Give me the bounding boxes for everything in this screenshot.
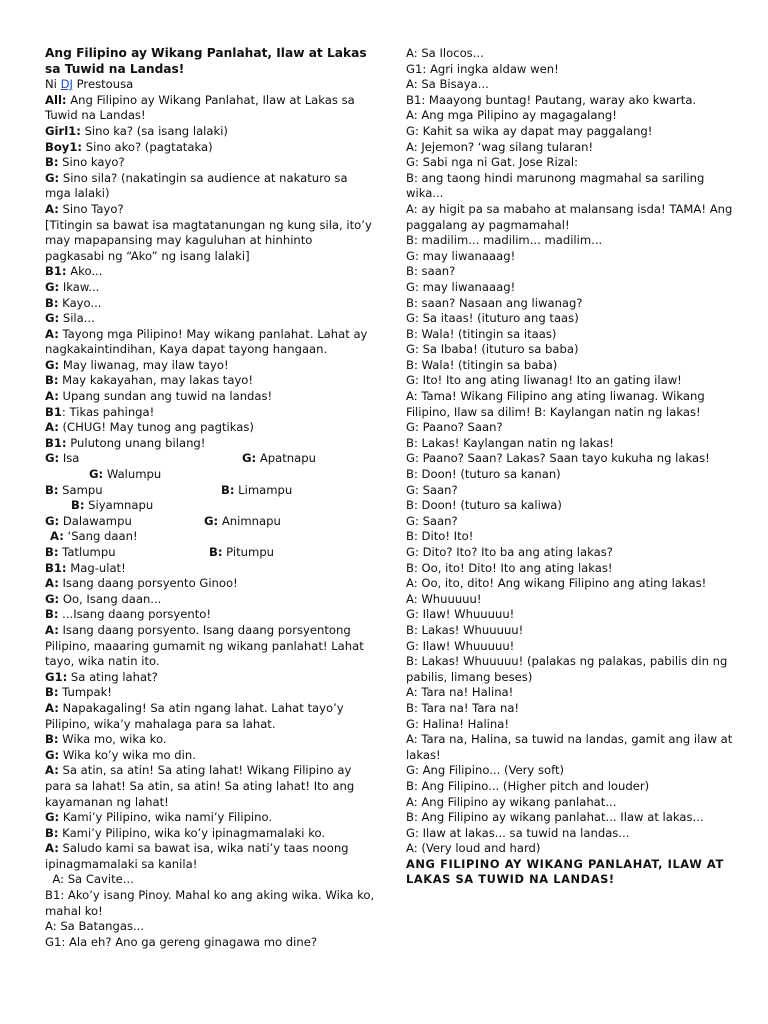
speaker-label: A:	[45, 576, 59, 591]
line-text: G: may liwanaaag!	[406, 279, 516, 294]
line-text: Sino sila? (nakatingin sa audience at nakaturo sa mga lalaki)	[45, 170, 352, 201]
dialogue-line	[45, 93, 375, 124]
speaker-label: A:	[45, 841, 59, 856]
dialogue-line	[406, 171, 741, 202]
line-text: G: Paano? Saan? Lakas? Saan tayo kukuha ng lakas!	[406, 451, 710, 466]
dialogue-line	[45, 607, 375, 623]
dialogue-line	[45, 311, 375, 327]
speaker-label: G:	[45, 451, 60, 466]
byline: Ni DJ Prestousa	[45, 77, 134, 92]
dialogue-line	[406, 795, 741, 811]
line-text: G: Paano? Saan?	[406, 420, 503, 435]
dialogue-line	[45, 810, 375, 826]
count-row	[45, 545, 375, 561]
dialogue-line	[45, 436, 375, 452]
dialogue-line	[406, 93, 741, 109]
speaker-label: B:	[45, 482, 59, 497]
line-text: G: Ilaw! Whuuuuu!	[406, 607, 515, 622]
line-text: Sino ka? (sa isang lalaki)	[80, 123, 228, 138]
line-text: B: ang taong hindi marunong magmahal sa sariling wika...	[406, 170, 705, 201]
line-text: Sila...	[59, 311, 95, 326]
dialogue-line	[45, 826, 375, 842]
count-row	[45, 514, 375, 530]
line-text: B: madilim... madilim... madilim...	[406, 233, 603, 248]
dialogue-line	[45, 670, 375, 686]
line-text: B: Oo, ito! Dito! Ito ang ating lakas!	[406, 560, 613, 575]
dialogue-line	[45, 935, 375, 951]
count-row	[45, 498, 375, 514]
dialogue-line	[45, 732, 375, 748]
dialogue-line	[406, 701, 741, 717]
dialogue-line	[45, 748, 375, 764]
line-text: G1: Agri ingka aldaw wen!	[406, 61, 559, 76]
speaker-label: B:	[221, 482, 235, 497]
line-text: B: saan?	[406, 264, 456, 279]
dialogue-line	[406, 810, 741, 826]
line-text: Wika mo, wika ko.	[58, 732, 167, 747]
line-text: A: (Very loud and hard)	[406, 841, 541, 856]
line-text: A: Sa Bisaya...	[406, 77, 489, 92]
count-word: Tatlumpu	[58, 545, 116, 559]
dialogue-line	[406, 46, 741, 62]
dialogue-line	[406, 467, 741, 483]
dialogue-line	[45, 592, 375, 608]
count-row	[45, 451, 375, 467]
line-text: B: Lakas! Whuuuuu! (palakas ng palakas, pabilis din ng pabilis, limang beses)	[406, 654, 728, 684]
dialogue-part-3	[406, 46, 741, 857]
dialogue-line	[406, 451, 741, 467]
line-text: Tayong mga Pilipino! May wikang panlahat. Lahat ay nagkakaintindihan, Kaya dapat tayong hangaan.	[45, 326, 372, 357]
dialogue-line	[406, 342, 741, 358]
dialogue-line	[406, 202, 741, 233]
count-entry	[45, 545, 116, 561]
dialogue-line	[45, 405, 375, 421]
line-text: Ikaw...	[59, 279, 100, 294]
count-word: Sampu	[58, 482, 103, 497]
dialogue-line	[406, 826, 741, 842]
dialogue-line	[45, 218, 375, 265]
dialogue-line	[406, 140, 741, 156]
speaker-label: A:	[45, 326, 59, 341]
dialogue-line	[45, 296, 375, 312]
speaker-label: G:	[45, 747, 60, 762]
author-link[interactable]: DJ	[60, 77, 73, 92]
dialogue-line	[45, 140, 375, 156]
speaker-label: B:	[209, 545, 223, 559]
dialogue-line	[406, 373, 741, 389]
dialogue-line	[406, 498, 741, 514]
count-entry	[45, 514, 132, 530]
line-text: Sino Tayo?	[58, 201, 124, 216]
line-text: G: Ilaw! Whuuuuu!	[406, 638, 515, 653]
line-text: Ako...	[66, 264, 103, 279]
dialogue-line	[45, 701, 375, 732]
line-text: Sino ako? (pagtataka)	[82, 139, 213, 154]
line-text: A: ay higit pa sa mabaho at malansang isda! TAMA! Ang paggalang ay pagmamahal!	[406, 201, 733, 232]
line-text: A: Jejemon? ‘wag silang tularan!	[406, 139, 594, 154]
speaker-label: G:	[45, 311, 60, 326]
count-off-block	[45, 451, 375, 560]
line-text: G: Sabi nga ni Gat. Jose Rizal:	[406, 155, 579, 170]
dialogue-part-2	[45, 560, 378, 951]
line-text: B: Ang Filipino... (Higher pitch and louder)	[406, 778, 650, 793]
dialogue-line	[406, 732, 741, 763]
line-text: Ang Filipino ay Wikang Panlahat, Ilaw at Lakas sa Tuwid na Landas!	[45, 92, 359, 123]
line-text: B: Tara na! Tara na!	[406, 700, 520, 715]
line-text: Wika ko’y wika mo din.	[59, 747, 196, 762]
speaker-label: A:	[45, 763, 59, 778]
speaker-label: G:	[45, 810, 60, 825]
line-text: G1: Ala eh? Ano ga gereng ginagawa mo dine?	[45, 934, 318, 949]
speaker-label: B:	[71, 498, 85, 513]
dialogue-line	[45, 888, 378, 919]
line-text: B: saan? Nasaan ang liwanag?	[406, 295, 583, 310]
count-entry	[221, 483, 292, 499]
line-text: G: Halina! Halina!	[406, 716, 509, 731]
line-text: G: Saan?	[406, 513, 458, 528]
speaker-label: G:	[45, 170, 60, 185]
line-text: A: Tara na, Halina, sa tuwid na landas, gamit ang ilaw at lakas!	[406, 732, 733, 762]
line-text: G: Sa itaas! (ituturo ang taas)	[406, 311, 579, 326]
dialogue-line	[406, 841, 741, 857]
count-word: Animnapu	[218, 513, 281, 528]
line-text: B1: Maayong buntag! Pautang, waray ako kwarta.	[406, 92, 697, 107]
dialogue-line	[406, 545, 741, 561]
line-text: B: Doon! (tuturo sa kanan)	[406, 467, 561, 482]
dialogue-line	[45, 124, 375, 140]
dialogue-line	[406, 296, 741, 312]
closing-line: ANG FILIPINO AY WIKANG PANLAHAT, ILAW AT LAKAS SA TUWID NA LANDAS!	[406, 856, 724, 887]
speaker-label: B1:	[45, 264, 67, 279]
dialogue-line	[406, 607, 741, 623]
line-text: (CHUG! May tunog ang pagtikas)	[58, 420, 254, 435]
dialogue-line	[406, 685, 741, 701]
dialogue-line	[45, 171, 375, 202]
dialogue-line	[45, 561, 375, 577]
line-text: Oo, Isang daan...	[59, 591, 162, 606]
dialogue-line	[406, 623, 741, 639]
count-entry	[89, 467, 161, 483]
speaker-label: All:	[45, 92, 67, 107]
dialogue-line	[406, 654, 741, 685]
dialogue-line	[406, 77, 741, 93]
line-text: Kayo...	[58, 295, 102, 310]
line-text: May kakayahan, may lakas tayo!	[58, 373, 254, 388]
speaker-label: B:	[45, 373, 59, 388]
speaker-label: G1:	[45, 669, 68, 684]
speaker-label: B:	[45, 825, 59, 840]
dialogue-line	[406, 280, 741, 296]
right-column	[406, 46, 741, 888]
dialogue-line	[45, 763, 375, 810]
speaker-label: G:	[242, 451, 257, 466]
speaker-label: G:	[45, 279, 60, 294]
dialogue-line	[406, 124, 741, 140]
dialogue-line	[406, 389, 741, 420]
line-text: A: Sa Ilocos...	[406, 46, 484, 60]
line-text: Sino kayo?	[58, 155, 125, 170]
count-entry	[50, 529, 138, 545]
dialogue-line	[45, 202, 375, 218]
dialogue-line	[45, 280, 375, 296]
dialogue-line	[45, 358, 375, 374]
dialogue-line	[406, 483, 741, 499]
speaker-label: A:	[45, 622, 59, 637]
line-text: A: Sa Cavite...	[45, 872, 134, 887]
line-text: A: Ang Filipino ay wikang panlahat...	[406, 794, 617, 809]
line-text: Mag-ulat!	[66, 560, 126, 575]
dialogue-line	[406, 358, 741, 374]
line-text: G: Ito! Ito ang ating liwanag! Ito an gating ilaw!	[406, 373, 682, 388]
count-word: Pitumpu	[222, 545, 275, 559]
count-row	[45, 529, 375, 545]
line-text: G: Ilaw at lakas... sa tuwid na landas...	[406, 825, 630, 840]
dialogue-line	[45, 389, 375, 405]
dialogue-line	[406, 436, 741, 452]
dialogue-line	[406, 763, 741, 779]
line-text: May liwanag, may ilaw tayo!	[59, 357, 229, 372]
dialogue-line	[406, 514, 741, 530]
dialogue-line	[406, 155, 741, 171]
line-text: G: Saan?	[406, 482, 458, 497]
count-word: Limampu	[234, 482, 293, 497]
line-text: Pulutong unang bilang!	[66, 435, 206, 450]
speaker-label: A:	[45, 420, 59, 435]
speaker-label: G:	[45, 357, 60, 372]
line-text: ...Isang daang porsyento!	[58, 607, 212, 622]
dialogue-line	[406, 327, 741, 343]
dialogue-line	[406, 108, 741, 124]
speaker-label: A:	[45, 700, 59, 715]
count-entry	[45, 483, 103, 499]
dialogue-line	[406, 420, 741, 436]
speaker-label: B:	[45, 685, 59, 700]
line-text: G: Ang Filipino... (Very soft)	[406, 763, 565, 778]
dialogue-line	[406, 576, 741, 592]
dialogue-line	[406, 311, 741, 327]
line-text: B: Doon! (tuturo sa kaliwa)	[406, 498, 562, 513]
dialogue-line	[406, 264, 741, 280]
speaker-label: B:	[45, 607, 59, 622]
script-title: Ang Filipino ay Wikang Panlahat, Ilaw at Lakas sa Tuwid na Landas!	[45, 46, 367, 76]
line-text: Isang daang porsyento Ginoo!	[58, 576, 238, 591]
left-column	[45, 46, 378, 950]
dialogue-line	[406, 62, 741, 78]
line-text: G: Kahit sa wika ay dapat may paggalang!	[406, 123, 653, 138]
count-word: Walumpu	[103, 467, 162, 482]
line-text: A: Ang mga Pilipino ay magagalang!	[406, 108, 617, 123]
line-text: A: Whuuuuu!	[406, 591, 482, 606]
line-text: Kami’y Pilipino, wika ko’y ipinagmamalaki ko.	[58, 825, 326, 840]
line-text: G: may liwanaaag!	[406, 248, 516, 263]
line-text: G: Sa Ibaba! (ituturo sa baba)	[406, 342, 579, 357]
line-text: B1: Ako’y isang Pinoy. Mahal ko ang aking wika. Wika ko, mahal ko!	[45, 888, 378, 918]
dialogue-line	[406, 561, 741, 577]
dialogue-line	[45, 373, 375, 389]
line-text: A: Tara na! Halina!	[406, 685, 514, 700]
speaker-label: Girl1:	[45, 123, 81, 138]
speaker-label: G:	[89, 467, 104, 482]
speaker-label: G:	[45, 513, 60, 528]
line-text: B: Lakas! Whuuuuu!	[406, 622, 524, 637]
count-word: Isa	[59, 451, 80, 466]
speaker-label: G:	[204, 513, 219, 528]
line-text: Saludo kami sa bawat isa, wika nati’y taas noong ipinagmamalaki sa kanila!	[45, 841, 353, 871]
dialogue-line	[45, 264, 375, 280]
count-row	[45, 467, 375, 483]
dialogue-line	[406, 779, 741, 795]
dialogue-line	[45, 576, 375, 592]
line-text: B: Lakas! Kaylangan natin ng lakas!	[406, 435, 614, 450]
speaker-label: G:	[45, 591, 60, 606]
dialogue-line	[45, 327, 375, 358]
dialogue-line	[406, 233, 741, 249]
dialogue-line	[406, 249, 741, 265]
speaker-label: B:	[45, 295, 59, 310]
dialogue-line	[406, 592, 741, 608]
line-text: Kami’y Pilipino, wika nami’y Filipino.	[59, 810, 273, 825]
dialogue-line	[45, 623, 375, 670]
count-row	[45, 483, 375, 499]
speaker-label: A:	[50, 529, 64, 544]
speaker-label: B1:	[45, 435, 67, 450]
count-entry	[242, 451, 316, 467]
line-text: G: Dito? Ito? Ito ba ang ating lakas?	[406, 545, 613, 559]
line-text: B: Dito! Ito!	[406, 529, 474, 544]
line-text: Upang sundan ang tuwid na landas!	[58, 389, 273, 404]
speaker-label: Boy1:	[45, 139, 83, 154]
speaker-label: B1:	[45, 560, 67, 575]
speaker-label: A:	[45, 201, 59, 216]
dialogue-part-1	[45, 93, 375, 452]
dialogue-line	[406, 717, 741, 733]
count-word: ‘Sang daan!	[63, 529, 138, 544]
dialogue-line	[45, 155, 375, 171]
speaker-label: B1	[45, 404, 62, 419]
dialogue-line	[45, 420, 375, 436]
line-text: Sa atin, sa atin! Sa ating lahat! Wikang Filipino ay para sa lahat! Sa atin, sa atin! Sa ating lahat! Ito ang kayamanan ng lahat!	[45, 763, 358, 809]
count-entry	[45, 451, 79, 467]
speaker-label: B:	[45, 545, 59, 559]
count-word: Apatnapu	[256, 451, 316, 466]
dialogue-line	[45, 685, 375, 701]
line-text: Napakagaling! Sa atin ngang lahat. Lahat tayo’y Pilipino, wika’y mahalaga para sa lahat.	[45, 700, 348, 731]
line-text: A: Oo, ito, dito! Ang wikang Filipino ang ating lakas!	[406, 576, 707, 591]
line-text: [Titingin sa bawat isa magtatanungan ng kung sila, ito’y may mapapansing may kaguluhan at hinhinto pagkasabi ng “Ako” ng isang lalaki]	[45, 217, 376, 263]
dialogue-line	[45, 919, 375, 935]
line-text: Tumpak!	[58, 685, 112, 700]
speaker-label: B:	[45, 732, 59, 747]
line-text: : Tikas pahinga!	[61, 404, 155, 419]
count-entry	[209, 545, 274, 561]
line-text: Isang daang porsyento. Isang daang porsyentong Pilipino, maaaring gumamit ng wikang panlahat! Lahat tayo, wika natin ito.	[45, 622, 368, 669]
count-entry	[71, 498, 153, 514]
line-text: Sa ating lahat?	[67, 669, 158, 684]
count-word: Siyamnapu	[84, 498, 154, 513]
dialogue-line	[406, 529, 741, 545]
line-text: B: Wala! (titingin sa baba)	[406, 357, 558, 372]
count-entry	[204, 514, 281, 530]
count-word: Dalawampu	[59, 513, 132, 528]
line-text: B: Wala! (titingin sa itaas)	[406, 326, 557, 341]
line-text: A: Sa Batangas...	[45, 919, 145, 934]
dialogue-line	[406, 639, 741, 655]
speaker-label: A:	[45, 389, 59, 404]
dialogue-line	[45, 841, 375, 872]
line-text: B: Ang Filipino ay wikang panlahat... Ilaw at lakas...	[406, 810, 704, 825]
dialogue-line	[45, 872, 375, 888]
speaker-label: B:	[45, 155, 59, 170]
line-text: A: Tama! Wikang Filipino ang ating liwanag. Wikang Filipino, Ilaw sa dilim! B: Kaylangan natin ng lakas!	[406, 389, 705, 419]
